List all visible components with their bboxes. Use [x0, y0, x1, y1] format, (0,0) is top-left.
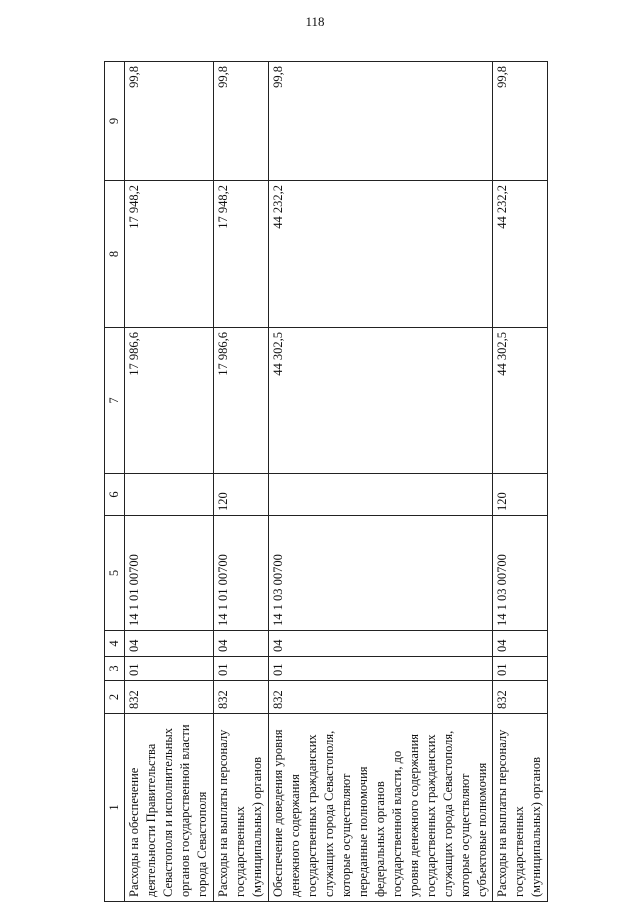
column-header: 5 [105, 516, 125, 631]
row-name-cell: Расходы на выплаты персоналу государственных (муниципальных) органов [493, 714, 548, 902]
code-cell: 832 [214, 681, 269, 714]
column-header: 9 [105, 62, 125, 181]
target-article-cell: 14 1 01 00700 [214, 516, 269, 631]
percent-cell: 99,8 [493, 62, 548, 181]
expense-type-cell: 120 [493, 474, 548, 516]
column-header: 3 [105, 657, 125, 681]
subsection-cell: 04 [214, 631, 269, 657]
rotated-table-container [104, 62, 543, 902]
subsection-cell: 04 [493, 631, 548, 657]
actual-amount-cell: 17 948,2 [125, 181, 214, 328]
section-cell: 01 [214, 657, 269, 681]
section-cell: 01 [269, 657, 493, 681]
target-article-cell: 14 1 03 00700 [493, 516, 548, 631]
subsection-cell: 04 [125, 631, 214, 657]
subsection-cell: 04 [269, 631, 493, 657]
expense-type-cell [269, 474, 493, 516]
target-article-cell: 14 1 03 00700 [269, 516, 493, 631]
percent-cell: 99,8 [214, 62, 269, 181]
column-header: 4 [105, 631, 125, 657]
percent-cell: 99,8 [269, 62, 493, 181]
expense-type-cell [125, 474, 214, 516]
header-row [105, 62, 125, 902]
code-cell: 832 [269, 681, 493, 714]
percent-cell: 99,8 [125, 62, 214, 181]
row-name-cell: Обеспечение доведения уровня денежного содержания государственных гражданских служащих города Севастополя, которые осуществляют переданные полномочия федеральных органов государственной власти, до уровня денежного содержания государственных гражданских служащих города Севастополя, которые осуществляют субъектовые полномочия [269, 714, 493, 902]
actual-amount-cell: 44 232,2 [493, 181, 548, 328]
target-article-cell: 14 1 01 00700 [125, 516, 214, 631]
expense-type-cell: 120 [214, 474, 269, 516]
code-cell: 832 [125, 681, 214, 714]
budget-table [104, 61, 548, 902]
section-cell: 01 [493, 657, 548, 681]
table-row [125, 62, 214, 902]
code-cell: 832 [493, 681, 548, 714]
section-cell: 01 [125, 657, 214, 681]
plan-amount-cell: 44 302,5 [493, 328, 548, 474]
column-header: 7 [105, 328, 125, 474]
actual-amount-cell: 44 232,2 [269, 181, 493, 328]
table-row [214, 62, 269, 902]
column-header: 1 [105, 714, 125, 902]
plan-amount-cell: 17 986,6 [214, 328, 269, 474]
column-header: 8 [105, 181, 125, 328]
table-row [493, 62, 548, 902]
plan-amount-cell: 17 986,6 [125, 328, 214, 474]
actual-amount-cell: 17 948,2 [214, 181, 269, 328]
rotated-table [104, 62, 543, 902]
row-name-cell: Расходы на обеспечение деятельности Правительства Севастополя и исполнительных органов государственной власти города Севастополя [125, 714, 214, 902]
column-header: 2 [105, 681, 125, 714]
table-row [269, 62, 493, 902]
row-name-cell: Расходы на выплаты персоналу государственных (муниципальных) органов [214, 714, 269, 902]
column-header: 6 [105, 474, 125, 516]
page-number: 118 [305, 14, 325, 29]
plan-amount-cell: 44 302,5 [269, 328, 493, 474]
